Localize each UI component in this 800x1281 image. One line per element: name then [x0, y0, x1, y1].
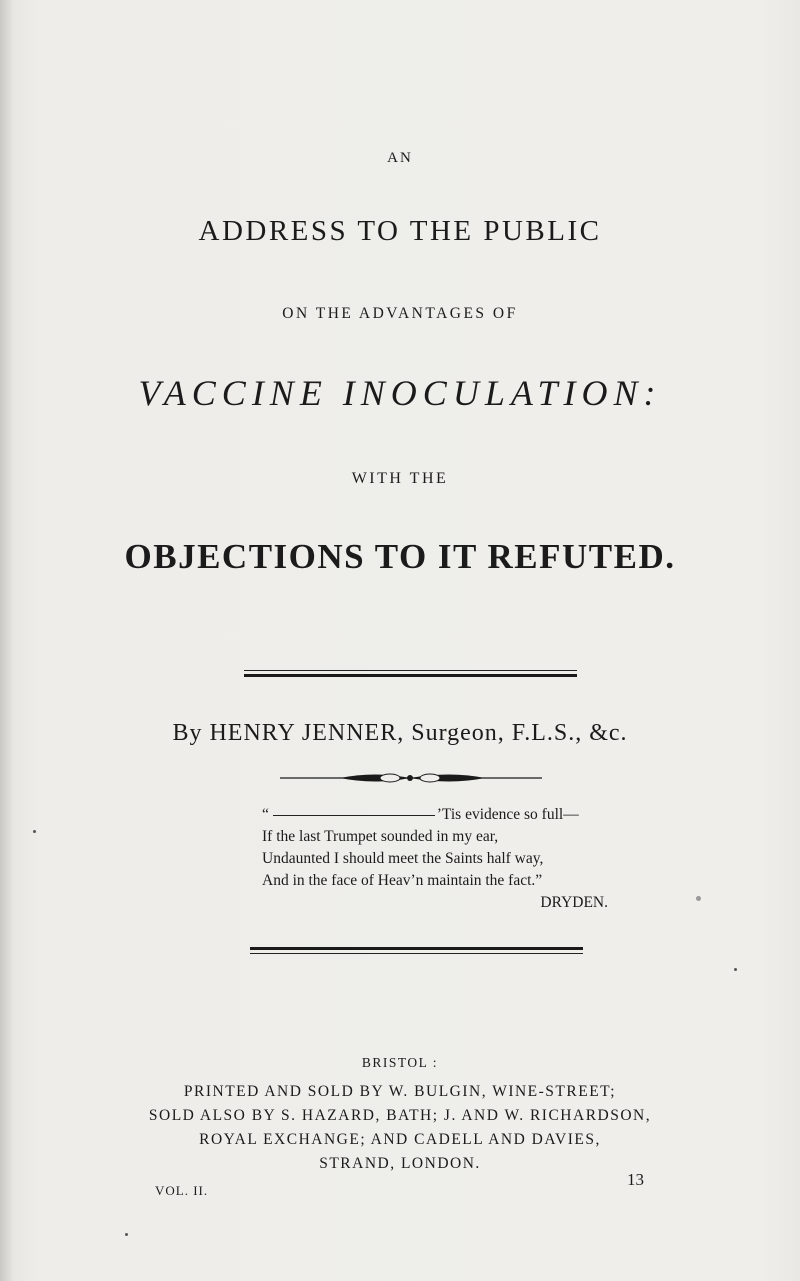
epigraph-line-4: And in the face of Heav’n maintain the fact.” — [262, 872, 543, 889]
paper-speck — [734, 968, 737, 971]
paper-speck — [33, 830, 36, 833]
imprint-place: BRISTOL : — [361, 1055, 439, 1070]
page-number: 13 — [627, 1170, 644, 1189]
epigraph-open-mark: “ — [262, 806, 269, 823]
title-address: ADDRESS TO THE PUBLIC — [198, 215, 602, 247]
imprint-line-1: PRINTED AND SOLD BY W. BULGIN, WINE-STREET; — [183, 1083, 617, 1100]
epigraph-dash-rule — [273, 815, 435, 816]
title-advantages: ON THE ADVANTAGES OF — [282, 305, 518, 322]
title-objections: OBJECTIONS TO IT REFUTED. — [124, 537, 676, 576]
epigraph-quote — [262, 804, 622, 914]
epigraph-line-2: If the last Trumpet sounded in my ear, — [262, 828, 499, 845]
title-vaccine-inoculation: VACCINE INOCULATION: — [138, 373, 662, 413]
epigraph-line-1-text: ’Tis evidence so full— — [436, 806, 579, 823]
paper-speck — [125, 1233, 128, 1236]
ornament-divider — [280, 768, 542, 788]
epigraph-line-3: Undaunted I should meet the Saints half way, — [262, 850, 544, 867]
paper-speck — [696, 896, 701, 901]
imprint-line-3: ROYAL EXCHANGE; AND CADELL AND DAVIES, — [199, 1131, 601, 1148]
title-an: AN — [387, 150, 413, 166]
imprint-line-2: SOLD ALSO BY S. HAZARD, BATH; J. AND W. RICHARDSON, — [148, 1107, 652, 1124]
double-rule-bottom — [250, 947, 583, 954]
epigraph-line-1 — [262, 804, 622, 826]
double-rule-top — [244, 670, 577, 677]
author-byline: By HENRY JENNER, Surgeon, F.L.S., &c. — [172, 720, 628, 746]
epigraph-attribution: DRYDEN. — [540, 894, 608, 911]
volume-label: VOL. II. — [155, 1183, 209, 1198]
imprint-line-4: STRAND, LONDON. — [319, 1155, 481, 1172]
title-with-the: WITH THE — [351, 470, 449, 487]
